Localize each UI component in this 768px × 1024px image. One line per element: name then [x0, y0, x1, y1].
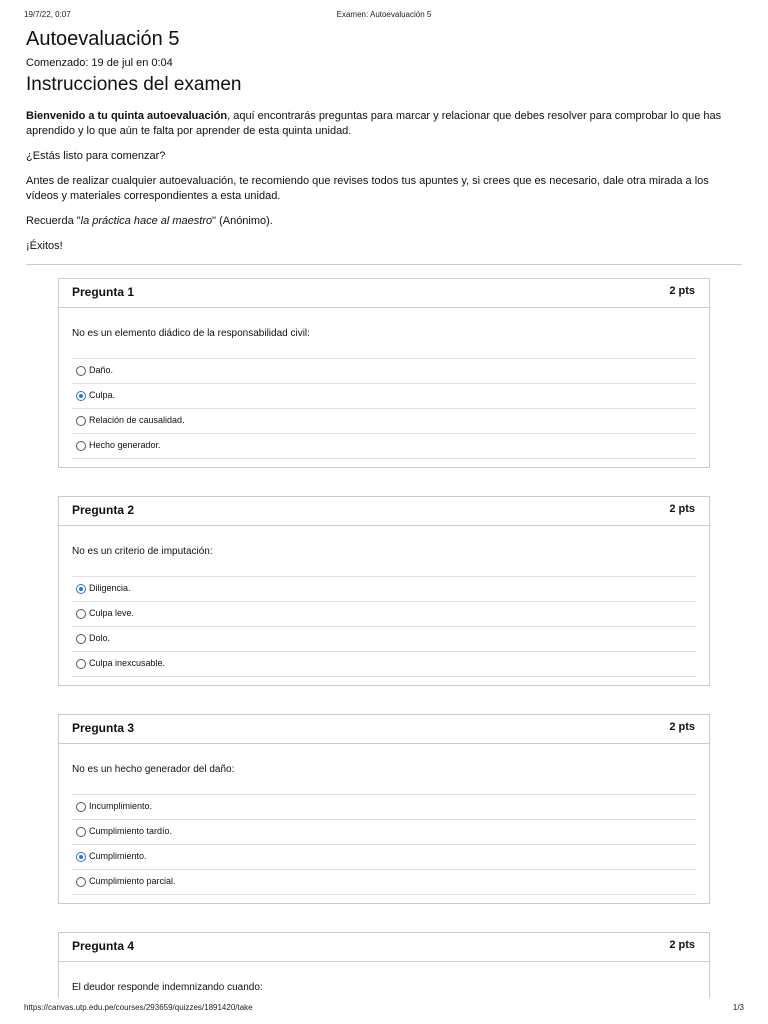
question-text: No es un criterio de imputación:: [72, 546, 213, 557]
question-title: Pregunta 3: [72, 721, 135, 735]
radio-button[interactable]: [76, 634, 86, 644]
print-date: 19/7/22, 0:07: [24, 10, 71, 19]
answer-option[interactable]: [72, 601, 696, 626]
question-points: 2 pts: [669, 721, 695, 733]
remember-quote: la práctica hace al maestro: [80, 215, 213, 227]
question-title: Pregunta 4: [72, 939, 135, 953]
question-header: [59, 933, 709, 962]
radio-button[interactable]: [76, 827, 86, 837]
remember-suffix: " (Anónimo).: [212, 215, 273, 227]
answer-list: [72, 794, 696, 895]
answer-list: [72, 358, 696, 459]
print-footer: [24, 1003, 744, 1015]
radio-button-selected[interactable]: [76, 391, 86, 401]
question-header: [59, 715, 709, 744]
answer-label: Cumplimiento tardío.: [89, 826, 173, 836]
radio-button[interactable]: [76, 441, 86, 451]
question-text: El deudor responde indemnizando cuando:: [72, 982, 263, 993]
question-text: No es un elemento diádico de la responsabilidad civil:: [72, 328, 310, 339]
answer-label: Culpa inexcusable.: [89, 658, 166, 668]
answer-option[interactable]: [72, 869, 696, 895]
instructions-title: Instrucciones del examen: [26, 74, 242, 95]
question-title: Pregunta 2: [72, 503, 135, 517]
answer-label: Diligencia.: [89, 583, 131, 593]
question-card-4: [58, 932, 710, 998]
answer-option[interactable]: [72, 358, 696, 383]
answer-label: Daño.: [89, 365, 114, 375]
question-header: [59, 279, 709, 308]
print-title: Examen: Autoevaluación 5: [336, 10, 432, 19]
question-card-2: [58, 496, 710, 686]
answer-label: Relación de causalidad.: [89, 415, 185, 425]
answer-label: Hecho generador.: [89, 440, 161, 450]
intro-paragraph: [26, 109, 742, 139]
radio-button[interactable]: [76, 366, 86, 376]
radio-button-selected[interactable]: [76, 852, 86, 862]
answer-label: Culpa.: [89, 390, 116, 400]
quiz-title: Autoevaluación 5: [26, 28, 180, 50]
answer-option[interactable]: [72, 819, 696, 844]
instructions-body: [26, 109, 742, 254]
success-paragraph: ¡Éxitos!: [26, 240, 63, 252]
intro-bold: Bienvenido a tu quinta autoevaluación: [26, 110, 228, 122]
radio-button[interactable]: [76, 416, 86, 426]
radio-button[interactable]: [76, 609, 86, 619]
divider: [26, 264, 742, 265]
question-title: Pregunta 1: [72, 285, 135, 299]
question-header: [59, 497, 709, 526]
print-url: https://canvas.utp.edu.pe/courses/293659/quizzes/1891420/take: [24, 1003, 253, 1012]
print-header: [24, 10, 744, 22]
answer-option[interactable]: [72, 408, 696, 433]
before-paragraph: Antes de realizar cualquier autoevaluación, te recomiendo que revises todos tus apuntes y, si crees que es necesario, dale otra mirada a los vídeos y materiales correspondientes a esta unidad.: [26, 175, 709, 202]
answer-option[interactable]: [72, 651, 696, 677]
intro-rest: , aquí encontrarás preguntas para marcar y relacionar que debes resolver para comprobar lo que has aprendido y lo que aún te falta por aprender de esta quinta unidad.: [26, 110, 722, 137]
ready-paragraph: ¿Estás listo para comenzar?: [26, 150, 166, 162]
radio-button-selected[interactable]: [76, 584, 86, 594]
answer-label: Cumplimiento.: [89, 851, 147, 861]
answer-label: Culpa leve.: [89, 608, 135, 618]
answer-option[interactable]: [72, 794, 696, 819]
answer-option[interactable]: [72, 576, 696, 601]
answer-option[interactable]: [72, 383, 696, 408]
radio-button[interactable]: [76, 802, 86, 812]
remember-paragraph: [26, 214, 742, 229]
radio-button[interactable]: [76, 877, 86, 887]
question-points: 2 pts: [669, 285, 695, 297]
quiz-content: [26, 26, 742, 265]
question-points: 2 pts: [669, 939, 695, 951]
radio-button[interactable]: [76, 659, 86, 669]
started-timestamp: Comenzado: 19 de jul en 0:04: [26, 57, 173, 69]
answer-option[interactable]: [72, 433, 696, 459]
answer-label: Dolo.: [89, 633, 111, 643]
question-card-3: [58, 714, 710, 904]
answer-label: Cumplimiento parcial.: [89, 876, 176, 886]
remember-prefix: Recuerda ": [26, 215, 81, 227]
question-card-1: [58, 278, 710, 468]
answer-option[interactable]: [72, 844, 696, 869]
question-points: 2 pts: [669, 503, 695, 515]
answer-label: Incumplimiento.: [89, 801, 153, 811]
question-text: No es un hecho generador del daño:: [72, 764, 235, 775]
answer-option[interactable]: [72, 626, 696, 651]
answer-list: [72, 576, 696, 677]
page-number: 1/3: [732, 1003, 744, 1012]
